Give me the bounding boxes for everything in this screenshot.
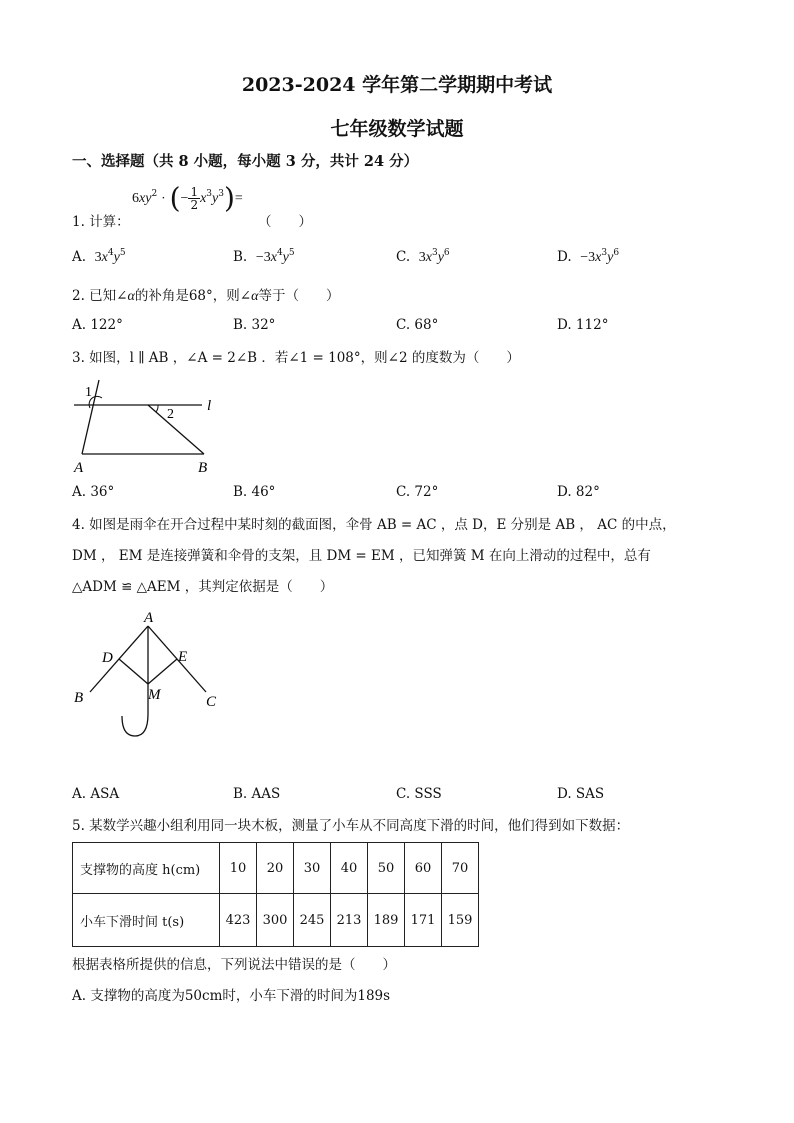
table-cell: 30 — [294, 843, 331, 894]
q3-option-d[interactable]: D. 82° — [557, 484, 600, 500]
table-cell: 159 — [442, 894, 479, 947]
label-a: A — [144, 610, 154, 626]
table-cell: 40 — [331, 843, 368, 894]
q3-text: 3. 如图，l ∥ AB ，∠A = 2∠B ．若∠1 = 108°，则∠2 的度数为（ ） — [72, 350, 520, 366]
q4-option-c[interactable]: C. SSS — [396, 786, 442, 802]
table-row-time — [73, 894, 479, 947]
angle-2-arc — [156, 405, 158, 412]
label-m: M — [148, 687, 161, 703]
q5-question: 根据表格所提供的信息，下列说法中错误的是（ ） — [72, 957, 396, 973]
q3-option-b[interactable]: B. 46° — [233, 484, 276, 500]
q1-option-a[interactable]: A. $3x^4y^5$ — [72, 248, 126, 265]
q2-option-c[interactable]: C. 68° — [396, 317, 439, 333]
q4-umbrella-figure — [68, 606, 238, 746]
strut-em — [148, 659, 177, 684]
q5-text: 5. 某数学兴趣小组利用同一块木板，测量了小车从不同高度下滑的时间，他们得到如下数据： — [72, 818, 630, 834]
table-cell: 189 — [368, 894, 405, 947]
label-c: C — [206, 694, 217, 710]
q1-expression: $6xy^2$ · (− $\frac{1}{2}$ $x^3y^3)=$ — [132, 181, 243, 215]
q4-line2: DM ， EM 是连接弹簧和伞骨的支架，且 DM = EM ，已知弹簧 M 在向上滑动的过程中，总有 — [72, 548, 651, 564]
q2-text: 2. 已知∠α的补角是68°，则∠α等于（ ） — [72, 288, 340, 304]
q5-option-a[interactable]: A. 支撑物的高度为50cm时，小车下滑的时间为189s — [72, 988, 391, 1004]
q2-option-d[interactable]: D. 112° — [557, 317, 609, 333]
table-row-height — [73, 843, 479, 894]
label-b: B — [198, 460, 208, 476]
label-1: 1 — [85, 385, 92, 400]
q3-option-a[interactable]: A. 36° — [72, 484, 115, 500]
label-l: l — [207, 398, 212, 414]
label-2: 2 — [167, 407, 174, 422]
table-cell: 10 — [220, 843, 257, 894]
q5-data-table — [72, 842, 479, 947]
table-cell: 20 — [257, 843, 294, 894]
q4-option-b[interactable]: B. AAS — [233, 786, 281, 802]
table-cell: 423 — [220, 894, 257, 947]
q1-option-d[interactable]: D. $-3x^3y^6$ — [557, 248, 620, 265]
q1-option-c[interactable]: C. $3x^3y^6$ — [396, 248, 450, 265]
page-subtitle: 七年级数学试题 — [330, 118, 464, 140]
label-b: B — [74, 690, 84, 706]
table-cell: 171 — [405, 894, 442, 947]
q4-option-d[interactable]: D. SAS — [557, 786, 605, 802]
section-heading: 一、选择题（共 8 小题，每小题 3 分，共计 24 分） — [72, 153, 419, 170]
q3-figure — [68, 378, 228, 478]
row-label-height: 支撑物的高度 h(cm) — [73, 843, 220, 894]
q4-line1: 4. 如图是雨伞在开合过程中某时刻的截面图，伞骨 AB = AC ，点 D，E 分别是 AB ， AC 的中点， — [72, 517, 676, 533]
q3-option-c[interactable]: C. 72° — [396, 484, 439, 500]
q4-option-a[interactable]: A. ASA — [72, 786, 120, 802]
segment-b-up — [148, 405, 204, 454]
handle — [122, 714, 148, 736]
table-cell: 50 — [368, 843, 405, 894]
label-a: A — [74, 460, 84, 476]
table-cell: 60 — [405, 843, 442, 894]
q1-option-b[interactable]: B. $-3x^4y^5$ — [233, 248, 295, 265]
table-cell: 300 — [257, 894, 294, 947]
q4-line3: △ADM ≌ △AEM ，其判定依据是（ ） — [72, 579, 334, 595]
table-cell: 213 — [331, 894, 368, 947]
strut-dm — [119, 659, 148, 684]
label-d: D — [102, 650, 113, 666]
page-title: 2023-2024 学年第二学期期中考试 — [241, 74, 553, 96]
label-e: E — [178, 649, 188, 665]
row-label-time: 小车下滑时间 t(s) — [73, 894, 220, 947]
q2-option-a[interactable]: A. 122° — [72, 317, 123, 333]
q1-blank: （ ） — [258, 214, 312, 230]
table-cell: 70 — [442, 843, 479, 894]
q2-option-b[interactable]: B. 32° — [233, 317, 276, 333]
q1-prefix: 1. 计算： — [72, 214, 130, 230]
table-cell: 245 — [294, 894, 331, 947]
